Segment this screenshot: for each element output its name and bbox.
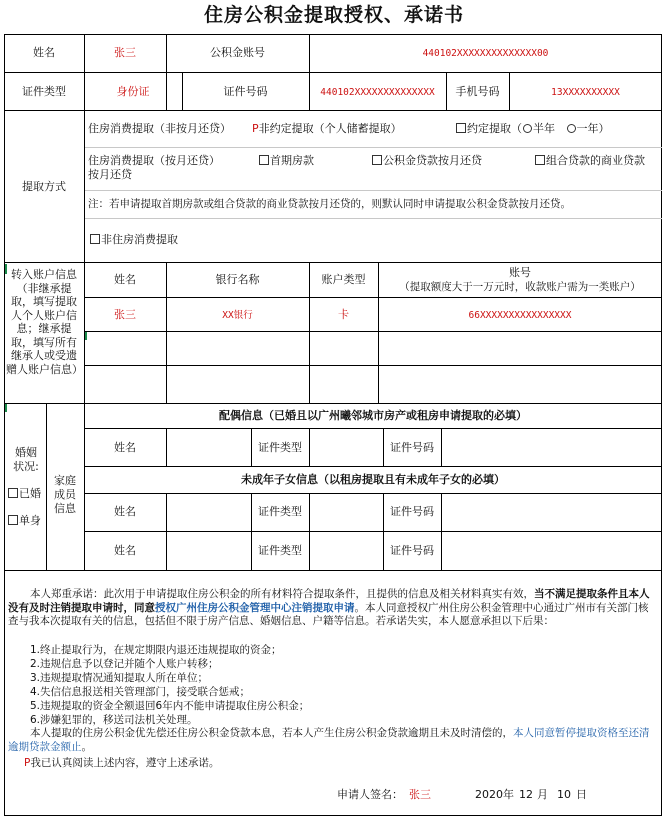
name-value[interactable]: 张三	[114, 46, 136, 59]
checkbox-icon[interactable]	[8, 488, 18, 498]
checkbox-icon[interactable]	[535, 155, 545, 165]
non-housing-label: 非住房消费提取	[101, 233, 178, 246]
acknowledge-text: 我已认真阅读上述内容，遵守上述承诺。	[30, 757, 220, 769]
phone-value[interactable]: 13XXXXXXXXXX	[551, 87, 620, 98]
col-account: 账号	[509, 266, 531, 279]
method-line1	[88, 122, 231, 136]
spouse-idtype-label: 证件类型	[258, 441, 302, 454]
non-housing-option[interactable]	[90, 233, 178, 247]
child1-idtype-label: 证件类型	[258, 505, 302, 518]
idtype-value[interactable]: 身份证	[116, 85, 150, 98]
cell-marker	[5, 404, 7, 412]
consequence-item: 6.涉嫌犯罪的，移送司法机关处理。	[30, 714, 198, 726]
consequence-item: 3.违规提取情况通知提取人所在单位；	[30, 672, 209, 684]
divider	[84, 34, 85, 570]
checked-mark: P	[252, 122, 259, 135]
account-label: 公积金账号	[210, 46, 265, 59]
payee-account-type[interactable]: 卡	[338, 308, 349, 321]
consequence-item: 4.失信信息报送相关管理部门，接受联合惩戒；	[30, 686, 251, 698]
divider	[166, 493, 167, 570]
light-divider	[84, 147, 662, 148]
non-agreed-label: 非约定提取（个人储蓄提取）	[258, 122, 402, 135]
divider	[84, 466, 662, 467]
divider	[4, 403, 662, 404]
idtype-label: 证件类型	[22, 85, 66, 98]
down-payment-option[interactable]	[259, 154, 314, 168]
light-divider	[84, 218, 662, 219]
divider	[84, 493, 662, 494]
page-title: 住房公积金提取授权、承诺书	[203, 4, 464, 26]
fund-loan-label: 公积金贷款按月还贷	[383, 154, 482, 167]
payee-bank[interactable]: XX银行	[222, 310, 253, 321]
divider	[84, 331, 662, 332]
col-name: 姓名	[114, 273, 136, 286]
half-year-label: 半年	[533, 122, 555, 135]
divider	[84, 531, 662, 532]
non-agreed-option[interactable]	[252, 122, 402, 136]
divider	[4, 72, 662, 73]
checkbox-icon[interactable]	[90, 234, 100, 244]
child1-name-label: 姓名	[114, 505, 136, 518]
fund-loan-option[interactable]	[372, 154, 482, 168]
col-type: 账户类型	[321, 273, 366, 286]
signature-name[interactable]: 张三	[409, 788, 431, 801]
signature-label: 申请人签名：	[337, 788, 403, 801]
method-label: 提取方式	[22, 180, 66, 193]
spouse-name-label: 姓名	[114, 441, 136, 454]
single-label: 单身	[19, 514, 41, 527]
promise-paragraph-2: 本人提取的住房公积金优先偿还住房公积金贷款本息，若本人产生住房公积金贷款逾期且未及时清偿的，本人同意暂停提取资格至还清逾期贷款金额止。	[8, 727, 650, 753]
checkbox-icon[interactable]	[8, 515, 18, 525]
divider	[309, 493, 310, 570]
sign-day[interactable]: 10	[557, 788, 571, 801]
combo-loan-option[interactable]	[535, 154, 645, 168]
housing-monthly-label: 住房消费提取（按月还贷）	[88, 154, 220, 167]
account-value[interactable]: 440102XXXXXXXXXXXXXX00	[422, 48, 549, 59]
child1-idno-label: 证件号码	[390, 505, 434, 518]
payee-name[interactable]: 张三	[114, 308, 136, 321]
members-label: 家庭成员信息	[54, 474, 76, 515]
agreed-option[interactable]	[456, 122, 610, 136]
minor-header: 未成年子女信息（以租房提取且有未成年子女的必填）	[241, 473, 505, 486]
spouse-header: 配偶信息（已婚且以广州曦邻城市房产或租房申请提取的必填）	[219, 409, 527, 422]
transfer-label: 转入账户信息（非继承提取，填写提取人个人账户信息；继承提取，填写所有继承人或受遗赠人账户信息）	[6, 268, 83, 376]
checkbox-icon[interactable]	[259, 155, 269, 165]
married-label: 已婚	[19, 487, 41, 500]
divider	[4, 570, 662, 571]
marital-label: 婚姻状况:	[13, 446, 39, 473]
consequence-item: 1.终止提取行为，在规定期限内退还违规提取的资金；	[30, 644, 282, 656]
married-option[interactable]	[8, 487, 41, 501]
checkbox-icon[interactable]	[456, 123, 466, 133]
sign-year: 2020年	[475, 788, 514, 801]
promise-paragraph: 本人郑重承诺：此次用于申请提取住房公积金的所有材料符合提取条件，且提供的信息及相关材料真实有效，当不满足提取条件且本人没有及时注销提取申请时，同意授权广州住房公积金管理中心注销提取申请。本人同意授权广州住房公积金管理中心通过广州市有关部门核查与我本次提取有关的信息，包括但不限于房产信息、婚姻信息、户籍等信息。若承诺失实，本人愿意承担以下后果：	[8, 588, 650, 627]
idno-value[interactable]: 440102XXXXXXXXXXXXXX	[320, 87, 435, 98]
divider	[84, 365, 662, 366]
checked-mark: P	[24, 757, 31, 769]
col-account-note: （提取额度大于一万元时，收款账户需为一类账户）	[399, 281, 641, 293]
agreed-label: 约定提取（	[467, 122, 522, 135]
radio-icon[interactable]	[523, 124, 532, 133]
sign-day-unit: 日	[576, 788, 587, 801]
consequence-item: 2.违规信息予以登记并随个人账户转移；	[30, 658, 219, 670]
radio-icon[interactable]	[567, 124, 576, 133]
light-divider	[84, 190, 662, 191]
idno-label: 证件号码	[223, 85, 268, 98]
name-label: 姓名	[33, 46, 55, 59]
col-bank: 银行名称	[215, 273, 260, 286]
divider	[84, 297, 662, 298]
divider	[441, 493, 442, 570]
divider	[166, 428, 167, 467]
checkbox-icon[interactable]	[372, 155, 382, 165]
child2-idno-label: 证件号码	[390, 544, 434, 557]
divider	[309, 428, 310, 467]
divider	[84, 428, 662, 429]
method-note: 注：若申请提取首期房款或组合贷款的商业贷款按月还贷的，则默认同时申请提取公积金贷款按月还贷。	[88, 198, 571, 210]
child2-name-label: 姓名	[114, 544, 136, 557]
phone-label: 手机号码	[455, 85, 500, 98]
one-year-label: 一年）	[576, 122, 610, 135]
consequence-item: 5.违规提取的资金全额退回6年内不能申请提取住房公积金；	[30, 700, 310, 712]
sign-month[interactable]: 12	[519, 788, 533, 801]
monthly-label-cont: 按月还贷	[88, 168, 132, 181]
spouse-idno-label: 证件号码	[390, 441, 434, 454]
housing-nonmonthly-label: 住房消费提取（非按月还贷）	[88, 122, 231, 135]
divider	[441, 428, 442, 467]
sign-month-unit: 月	[537, 788, 548, 801]
single-option[interactable]	[8, 514, 41, 528]
acknowledge-option[interactable]	[24, 756, 219, 770]
divider	[4, 110, 662, 111]
divider	[4, 262, 662, 263]
cell-marker	[85, 332, 87, 340]
child2-idtype-label: 证件类型	[258, 544, 302, 557]
combo-loan-label: 组合贷款的商业贷款	[546, 154, 645, 167]
divider	[46, 403, 47, 570]
down-payment-label: 首期房款	[270, 154, 314, 167]
payee-account-number[interactable]: 66XXXXXXXXXXXXXXXX	[468, 310, 572, 321]
